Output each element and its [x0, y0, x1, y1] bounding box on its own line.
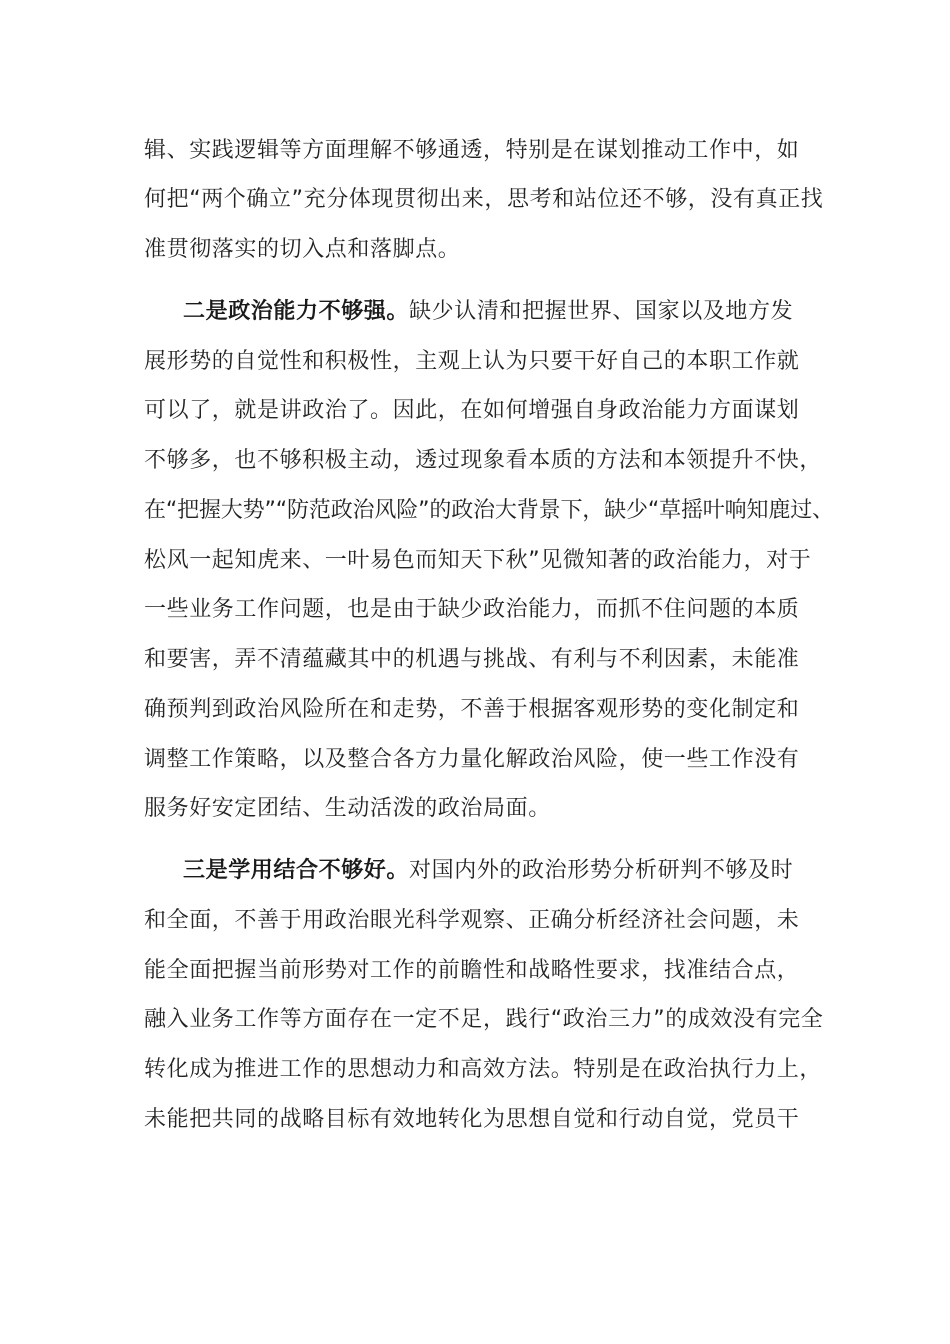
paragraph-2-line-4: 不够多，也不够积极主动，透过现象看本质的方法和本领提升不快， — [144, 448, 823, 473]
paragraph-2-line-3: 可以了，就是讲政治了。因此，在如何增强自身政治能力方面谋划 — [144, 398, 800, 423]
paragraph-2-line-9: 确预判到政治风险所在和走势，不善于根据客观形势的变化制定和 — [144, 697, 800, 722]
paragraph-2-line-7: 一些业务工作问题，也是由于缺少政治能力，而抓不住问题的本质 — [144, 597, 800, 622]
paragraph-1-line-2: 何把“两个确立”充分体现贯彻出来，思考和站位还不够，没有真正找 — [144, 187, 824, 212]
paragraph-3-line-6: 未能把共同的战略目标有效地转化为思想自觉和行动自觉，党员干 — [144, 1107, 800, 1132]
paragraph-1-line-3: 准贯彻落实的切入点和落脚点。 — [144, 237, 461, 262]
paragraph-3-line-1 — [183, 855, 834, 887]
paragraph-2-line-11: 服务好安定团结、生动活泼的政治局面。 — [144, 796, 551, 821]
paragraph-2-line-1-text: 缺少认清和把握世界、国家以及地方发 — [409, 299, 794, 324]
paragraph-1-line-1: 辑、实践逻辑等方面理解不够通透，特别是在谋划推动工作中，如 — [144, 138, 800, 163]
paragraph-2-line-5: 在“把握大势”“防范政治风险”的政治大背景下，缺少“草摇叶响知鹿过、 — [144, 498, 834, 523]
paragraph-2-line-6: 松风一起知虎来、一叶易色而知天下秋”见微知著的政治能力，对于 — [144, 548, 812, 573]
paragraph-3-line-4: 融入业务工作等方面存在一定不足，践行“政治三力”的成效没有完全 — [144, 1007, 824, 1032]
paragraph-2-heading: 二是政治能力不够强。 — [183, 299, 410, 324]
paragraph-3-line-2: 和全面，不善于用政治眼光科学观察、正确分析经济社会问题，未 — [144, 908, 800, 933]
paragraph-2-line-8: 和要害，弄不清蕴藏其中的机遇与挑战、有利与不利因素，未能准 — [144, 647, 800, 672]
paragraph-2-line-1 — [183, 296, 834, 328]
paragraph-2-line-10: 调整工作策略，以及整合各方力量化解政治风险，使一些工作没有 — [144, 747, 800, 772]
paragraph-3-line-1-text: 对国内外的政治形势分析研判不够及时 — [409, 858, 794, 883]
paragraph-3-heading: 三是学用结合不够好。 — [183, 858, 410, 883]
paragraph-3-line-5: 转化成为推进工作的思想动力和高效方法。特别是在政治执行力上， — [144, 1057, 823, 1082]
paragraph-2-line-2: 展形势的自觉性和积极性，主观上认为只要干好自己的本职工作就 — [144, 349, 800, 374]
paragraph-3-line-3: 能全面把握当前形势对工作的前瞻性和战略性要求，找准结合点， — [144, 958, 800, 983]
